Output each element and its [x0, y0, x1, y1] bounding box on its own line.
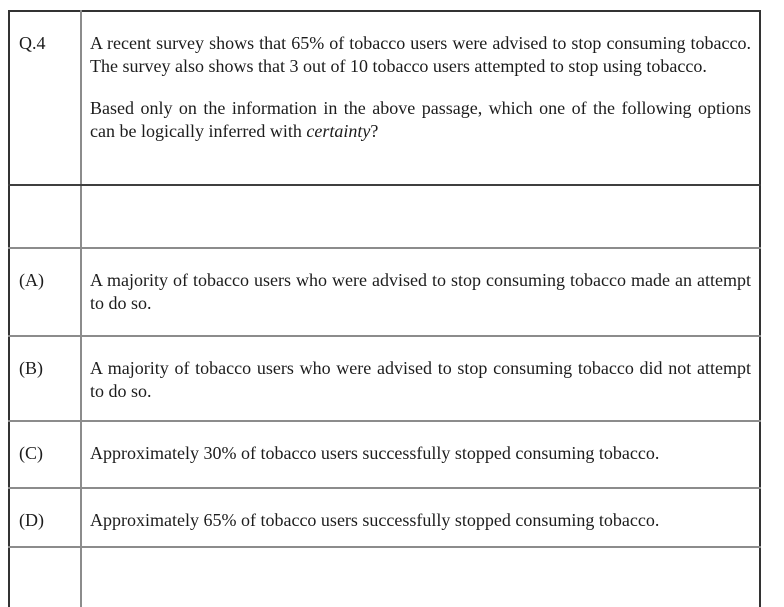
option-row-d	[9, 488, 760, 547]
question-number: Q.4	[9, 11, 81, 185]
option-row-a	[9, 248, 760, 336]
option-b-text: A majority of tobacco users who were advised to stop consuming tobacco did not attempt to do so.	[81, 336, 760, 421]
partial-body-cell	[81, 547, 760, 607]
question-table	[8, 10, 761, 607]
partial-label-cell	[9, 547, 81, 607]
option-c-text: Approximately 30% of tobacco users successfully stopped consuming tobacco.	[81, 421, 760, 488]
question-text-cell	[81, 11, 760, 185]
option-row-c	[9, 421, 760, 488]
spacer-body-cell	[81, 185, 760, 248]
option-b-label: (B)	[9, 336, 81, 421]
option-a-label: (A)	[9, 248, 81, 336]
question-row	[9, 11, 760, 185]
spacer-label-cell	[9, 185, 81, 248]
option-row-b	[9, 336, 760, 421]
question-emphasis-certainty: certainty	[306, 121, 371, 141]
question-paragraph-1: A recent survey shows that 65% of tobacco users were advised to stop consuming tobacco. The survey also shows that 3 out of 10 tobacco users attempted to stop using tobacco.	[90, 33, 751, 76]
question-paragraph-2	[90, 97, 751, 143]
option-a-text: A majority of tobacco users who were advised to stop consuming tobacco made an attempt to do so.	[81, 248, 760, 336]
question-paragraph-2-suffix: ?	[370, 121, 379, 141]
option-c-label: (C)	[9, 421, 81, 488]
option-d-text: Approximately 65% of tobacco users successfully stopped consuming tobacco.	[81, 488, 760, 547]
question-paragraph-2-prefix: Based only on the information in the above passage, which one of the following options can be logically inferred with	[90, 98, 751, 141]
option-d-label: (D)	[9, 488, 81, 547]
spacer-row	[9, 185, 760, 248]
partial-bottom-row	[9, 547, 760, 607]
